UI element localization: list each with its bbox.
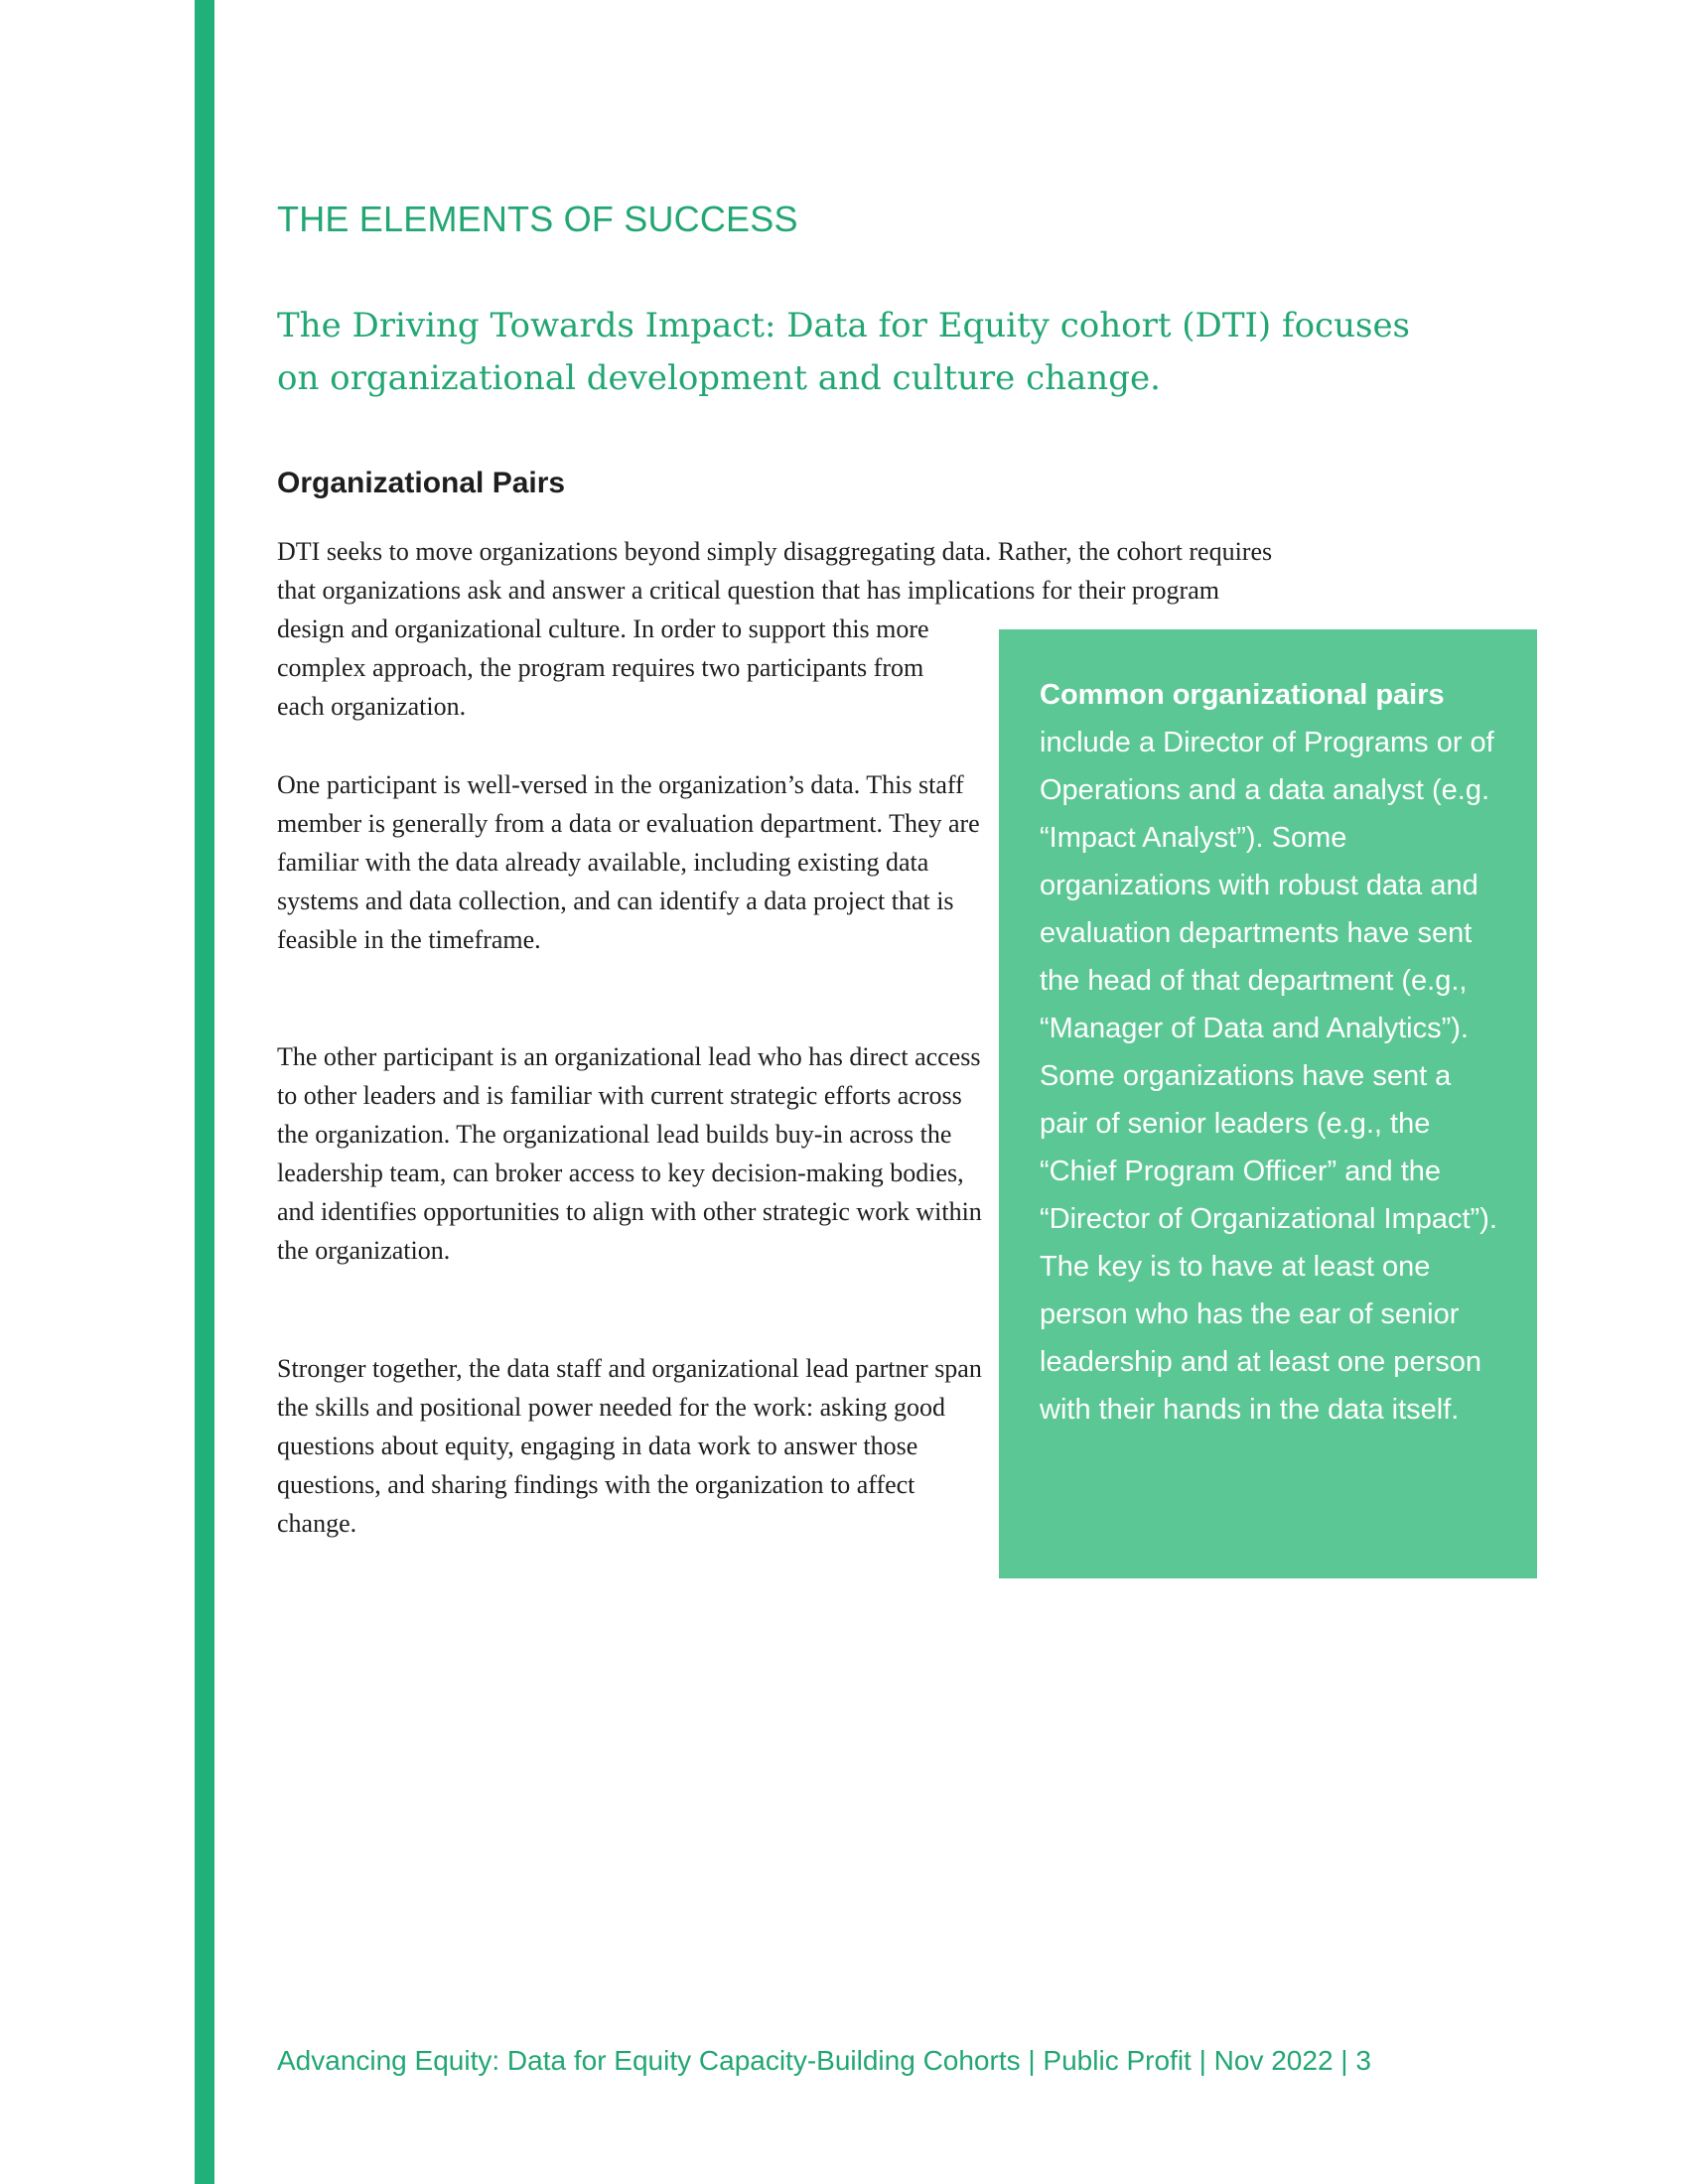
callout-body: include a Director of Programs or of Operations and a data analyst (e.g. “Impact Analyst”). Some organizations with robust data and evaluation departments have sent the head of that department (e.g., “Manager of Data and Analytics”). Some organizations have sent a pair of senior leaders (e.g., the “Chief Program Officer” and the “Director of Organizational Impact”). The key is to have at least one person who has the ear of senior leadership and at least one person with their hands in the data itself. <box>1040 727 1497 1426</box>
paragraph-1-rest: design and organizational culture. In order to support this more complex approach, the program requires two participants from each organization. <box>277 614 929 721</box>
lead-statement: The Driving Towards Impact: Data for Equity cohort (DTI) focuses on organizational development and culture change. <box>277 306 1411 398</box>
subheading-organizational-pairs: Organizational Pairs <box>277 467 566 499</box>
paragraph-1-line-2: that organizations ask and answer a critical question that has implications for their program <box>277 576 1219 605</box>
callout-lead: Common organizational pairs <box>1040 679 1445 711</box>
paragraph-4: Stronger together, the data staff and organizational lead partner span the skills and positional power needed for the work: asking good questions about equity, engaging in data work to answer those questions, and sharing findings with the organization to affect change. <box>277 1354 982 1538</box>
page-footer: Advancing Equity: Data for Equity Capacity-Building Cohorts | Public Profit | Nov 2022 | 3 <box>277 2045 1371 2076</box>
paragraph-1-line-1: DTI seeks to move organizations beyond simply disaggregating data. Rather, the cohort requires <box>277 537 1273 566</box>
section-title: THE ELEMENTS OF SUCCESS <box>277 199 798 239</box>
left-accent-rule <box>195 0 214 2184</box>
paragraph-2: One participant is well-versed in the organization’s data. This staff member is generally from a data or evaluation department. They are familiar with the data already available, including existing data systems and data collection, and can identify a data project that is feasible in the timeframe. <box>277 770 980 954</box>
paragraph-3: The other participant is an organizational lead who has direct access to other leaders and is familiar with current strategic efforts across the organization. The organizational lead builds buy-in across the leadership team, can broker access to key decision-making bodies, and identifies opportunities to align with other strategic work within the organization. <box>277 1042 982 1265</box>
callout-box <box>999 629 1537 1578</box>
